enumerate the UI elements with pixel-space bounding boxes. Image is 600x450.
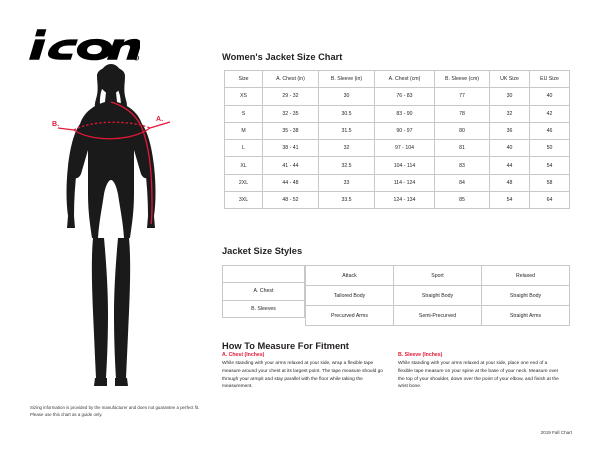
cell-chest-in: 32 - 35 (263, 105, 319, 122)
cell-size: 2XL (225, 174, 263, 191)
cell-size: L (225, 140, 263, 157)
cell-chest-sport: Straight Body (394, 286, 482, 306)
styles-column-header-relaxed: Relaxed (482, 266, 570, 286)
cell-chest-cm: 124 - 134 (375, 192, 435, 209)
how-to-measure-columns (222, 352, 574, 391)
cell-eu-size: 40 (530, 88, 570, 105)
cell-sleeve-in: 31.5 (319, 122, 375, 139)
table-row (225, 174, 570, 191)
cell-eu-size: 54 (530, 157, 570, 174)
how-to-measure-title: How To Measure For Fitment (222, 341, 349, 351)
table-row (225, 157, 570, 174)
styles-corner-cell (223, 266, 305, 283)
cell-sleeve-in: 32.5 (319, 157, 375, 174)
cell-chest-cm: 90 - 97 (375, 122, 435, 139)
cell-uk-size: 44 (490, 157, 530, 174)
cell-size: XL (225, 157, 263, 174)
table-row (225, 140, 570, 157)
cell-chest-cm: 114 - 124 (375, 174, 435, 191)
table-row (223, 300, 305, 317)
measure-sleeve-text: While standing with your arms relaxed at your side, place one end of a flexible tape measure on your spine at the base of your neck. Measure over the top of your shoulder, down over the point of your elbow, and finish at the wrist bone. (398, 361, 559, 390)
measure-chest-text: While standing with your arms relaxed at your side, wrap a flexible tape measure around your chest at its largest point. The tape measure should go through your armpit and stay parallel with the floor while taking the measurement. (222, 361, 383, 390)
cell-chest-in: 44 - 48 (263, 174, 319, 191)
cell-uk-size: 48 (490, 174, 530, 191)
cell-sleeve-cm: 81 (435, 140, 490, 157)
styles-row-label-sleeves: B. Sleeves (223, 300, 305, 317)
svg-text:R: R (135, 56, 138, 61)
measure-column-chest (222, 352, 384, 391)
sleeve-measure-label-b: B. (52, 121, 60, 128)
cell-eu-size: 46 (530, 122, 570, 139)
cell-chest-in: 29 - 32 (263, 88, 319, 105)
chest-measure-label-a: A. (156, 116, 164, 123)
size-chart-title: Women's Jacket Size Chart (222, 52, 343, 62)
column-header: B. Sleeve (in) (319, 71, 375, 88)
cell-chest-in: 41 - 44 (263, 157, 319, 174)
cell-chest-in: 48 - 52 (263, 192, 319, 209)
cell-size: 3XL (225, 192, 263, 209)
column-header: Size (225, 71, 263, 88)
table-row (225, 122, 570, 139)
cell-chest-relaxed: Straight Body (482, 286, 570, 306)
cell-size: XS (225, 88, 263, 105)
column-header: A. Chest (in) (263, 71, 319, 88)
column-header: A. Chest (cm) (375, 71, 435, 88)
cell-sleeve-in: 33.5 (319, 192, 375, 209)
cell-sleeve-cm: 78 (435, 105, 490, 122)
styles-column-header-attack: Attack (306, 266, 394, 286)
table-header-row (306, 266, 570, 286)
table-row (306, 306, 570, 326)
cell-sleeve-cm: 83 (435, 157, 490, 174)
cell-sleeve-in: 33 (319, 174, 375, 191)
cell-uk-size: 40 (490, 140, 530, 157)
illustration-panel (0, 0, 210, 450)
jacket-size-styles-table (305, 265, 570, 326)
cell-chest-in: 38 - 41 (263, 140, 319, 157)
cell-chest-cm: 104 - 114 (375, 157, 435, 174)
table-header-row (223, 266, 305, 283)
chart-version-note: 2019 Fall Chart (540, 430, 572, 435)
cell-uk-size: 32 (490, 105, 530, 122)
column-header: UK Size (490, 71, 530, 88)
cell-eu-size: 42 (530, 105, 570, 122)
size-chart-table (224, 70, 570, 209)
cell-sleeve-cm: 80 (435, 122, 490, 139)
cell-eu-size: 58 (530, 174, 570, 191)
cell-sleeve-in: 30 (319, 88, 375, 105)
cell-sleeve-in: 32 (319, 140, 375, 157)
cell-sleeves-sport: Semi-Precurved (394, 306, 482, 326)
female-body-figure (46, 62, 176, 392)
cell-sleeves-attack: Precurved Arms (306, 306, 394, 326)
measure-column-sleeve (398, 352, 560, 391)
table-row (225, 88, 570, 105)
cell-uk-size: 30 (490, 88, 530, 105)
styles-column-header-sport: Sport (394, 266, 482, 286)
column-header: EU Size (530, 71, 570, 88)
table-row (225, 192, 570, 209)
cell-chest-cm: 76 - 83 (375, 88, 435, 105)
table-row (306, 286, 570, 306)
measure-sleeve-heading: B. Sleeve (Inches) (398, 352, 443, 358)
table-row (223, 283, 305, 300)
styles-rowlabel-table (222, 265, 305, 318)
disclaimer-text: Sizing information is provided by the manufacturer and does not guarantee a perfect fit. Please use this chart as a guide only. (30, 405, 200, 417)
styles-row-label-chest: A. Chest (223, 283, 305, 300)
cell-chest-attack: Tailored Body (306, 286, 394, 306)
measure-chest-heading: A. Chest (Inches) (222, 352, 265, 358)
cell-size: M (225, 122, 263, 139)
cell-eu-size: 50 (530, 140, 570, 157)
cell-chest-cm: 83 - 90 (375, 105, 435, 122)
jacket-size-styles-title: Jacket Size Styles (222, 246, 303, 256)
cell-chest-in: 35 - 38 (263, 122, 319, 139)
cell-sleeve-cm: 77 (435, 88, 490, 105)
cell-uk-size: 54 (490, 192, 530, 209)
cell-sleeve-cm: 85 (435, 192, 490, 209)
cell-eu-size: 64 (530, 192, 570, 209)
cell-chest-cm: 97 - 104 (375, 140, 435, 157)
icon-brand-logo (28, 28, 140, 62)
cell-sleeves-relaxed: Straight Arms (482, 306, 570, 326)
table-header-row (225, 71, 570, 88)
cell-sleeve-cm: 84 (435, 174, 490, 191)
cell-sleeve-in: 30.5 (319, 105, 375, 122)
table-row (225, 105, 570, 122)
cell-size: S (225, 105, 263, 122)
column-header: B. Sleeve (cm) (435, 71, 490, 88)
cell-uk-size: 36 (490, 122, 530, 139)
